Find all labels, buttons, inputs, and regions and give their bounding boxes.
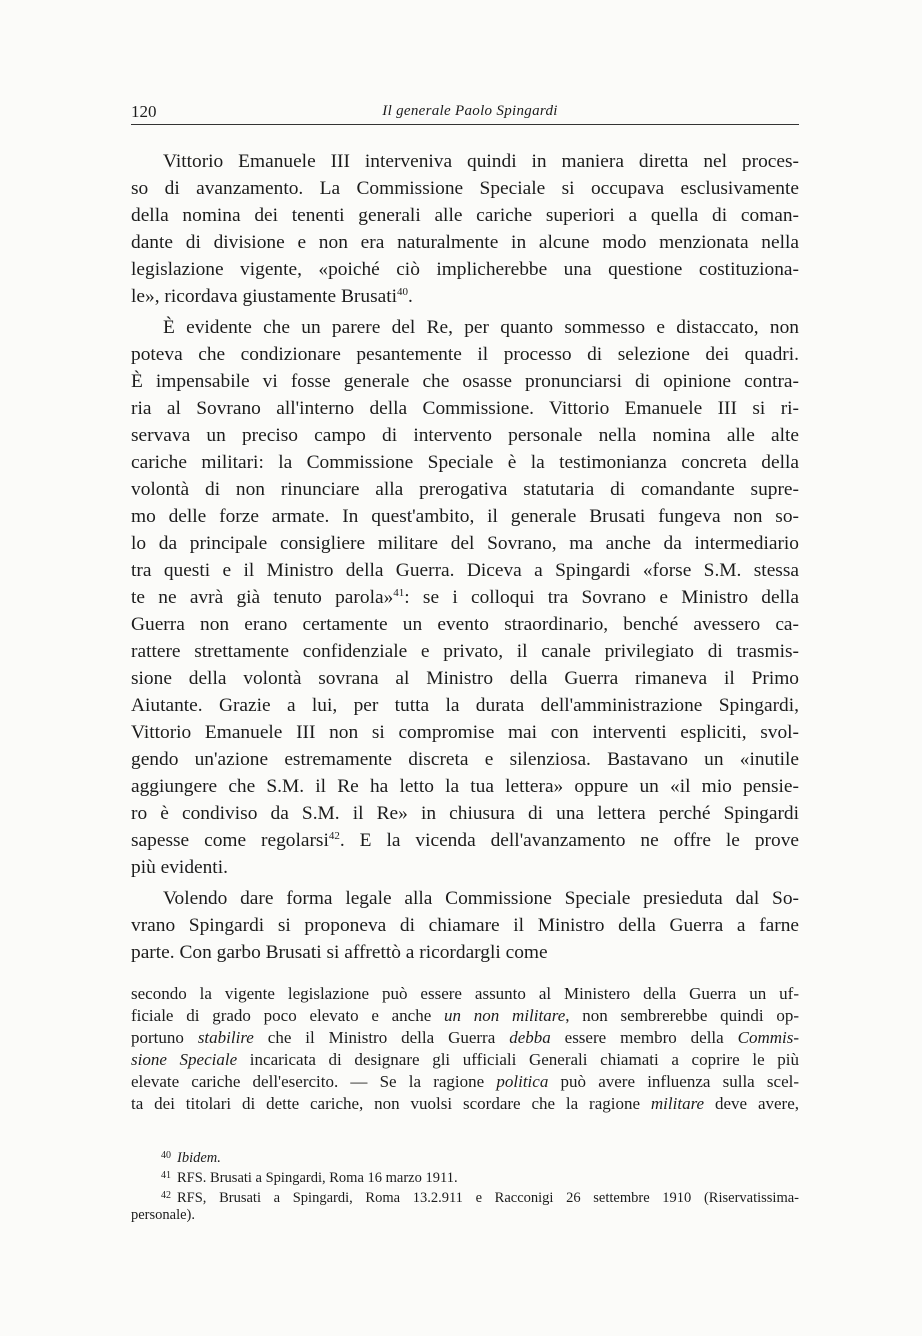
footnote-40 — [131, 1146, 799, 1165]
italic-span: politica — [496, 1072, 549, 1091]
italic-span: un non militare — [444, 1006, 566, 1025]
text-line: Guerra non erano certamente un evento straordinario, benché avessero ca- — [131, 614, 799, 635]
text-span: essere membro della — [550, 1028, 738, 1047]
text-span: sapesse come regolarsi — [131, 830, 329, 851]
page-number: 120 — [131, 102, 157, 121]
text-line: cariche militari: la Commissione Speciale è la testimonianza concreta della — [131, 452, 799, 473]
text-line: volontà di non rinunciare alla prerogativa statutaria di comandante supre- — [131, 479, 799, 500]
text-span: . E la vicenda dell'avanzamento ne offre le prove — [339, 830, 799, 851]
text-span: portuno — [131, 1028, 198, 1047]
text-line: dante di divisione e non era naturalmente in alcune modo menzionata nella — [131, 232, 799, 253]
text-line — [131, 828, 799, 854]
text-line: parte. Con garbo Brusati si affrettò a ricordargli come — [131, 942, 548, 963]
text-line: È impensabile vi fosse generale che osasse pronunciarsi di opinione contra- — [131, 371, 799, 392]
footnote-text: Ibidem. — [177, 1150, 221, 1166]
italic-span: debba — [509, 1028, 551, 1047]
quote-line — [131, 1093, 799, 1114]
footnote-42-continuation: personale). — [131, 1207, 196, 1223]
quote-line — [131, 1027, 799, 1048]
text-span: te ne avrà già tenuto parola» — [131, 587, 394, 608]
footnote-ref-41: 41 — [393, 587, 405, 599]
italic-span: Commis- — [737, 1028, 800, 1047]
text-line: lo da principale consigliere militare del Sovrano, ma anche da intermediario — [131, 533, 799, 554]
running-title: Il generale Paolo Spingardi — [382, 103, 558, 119]
text-line: mo delle forze armate. In quest'ambito, il generale Brusati fungeva non so- — [131, 506, 799, 527]
text-span: può avere influenza sulla scel- — [548, 1072, 799, 1091]
text-line — [131, 585, 799, 611]
text-line: più evidenti. — [131, 857, 228, 878]
text-line: sione della volontà sovrana al Ministro della Guerra rimaneva il Primo — [131, 668, 799, 689]
quote-line — [131, 1071, 799, 1092]
text-span: : se i colloqui tra Sovrano e Ministro della — [404, 587, 799, 608]
quote-line — [131, 1005, 799, 1026]
text-span: ta dei titolari di dette cariche, non vuolsi scordare che la ragione — [131, 1094, 651, 1113]
text-line: servava un preciso campo di intervento personale nella nomina alle alte — [131, 425, 799, 446]
text-line: rattere strettamente confidenziale e privato, il canale privilegiato di trasmis- — [131, 641, 799, 662]
text-line: Aiutante. Grazie a lui, per tutta la durata dell'amministrazione Spingardi, — [131, 695, 799, 716]
footnote-ref-40: 40 — [397, 286, 408, 298]
text-line: ria al Sovrano all'interno della Commissione. Vittorio Emanuele III si ri- — [131, 398, 799, 419]
footnote-41 — [131, 1166, 799, 1185]
text-line: vrano Spingardi si proponeva di chiamare il Ministro della Guerra a farne — [131, 915, 799, 936]
text-line: poteva che condizionare pesantemente il processo di selezione dei quadri. — [131, 344, 799, 365]
text-line: Vittorio Emanuele III non si compromise mai con interventi espliciti, svol- — [131, 722, 799, 743]
text-line: Vittorio Emanuele III interveniva quindi in maniera diretta nel proces- — [163, 151, 799, 172]
footnote-ref-42: 42 — [328, 830, 340, 842]
text-line: Volendo dare forma legale alla Commissione Speciale presieduta dal So- — [163, 888, 799, 909]
italic-span: militare — [650, 1094, 705, 1113]
text-line — [131, 284, 799, 310]
italic-span: sione Speciale — [131, 1050, 238, 1069]
text-span: che il Ministro della Guerra — [253, 1028, 510, 1047]
quote-line: secondo la vigente legislazione può essere assunto al Ministero della Guerra un uf- — [131, 984, 799, 1003]
footnote-number: 42 — [161, 1190, 171, 1201]
footnote-text: RFS, Brusati a Spingardi, Roma 13.2.911 e Racconigi 26 settembre 1910 (Riservatissima- — [177, 1190, 799, 1206]
page-header — [131, 100, 799, 125]
text-span: ficiale di grado poco elevato e anche — [131, 1006, 445, 1025]
footnote-text: RFS. Brusati a Spingardi, Roma 16 marzo 1911. — [177, 1170, 458, 1186]
footnote-42 — [131, 1186, 799, 1205]
text-span: le», ricordava giustamente Brusati — [131, 286, 397, 307]
text-line: È evidente che un parere del Re, per quanto sommesso e distaccato, non — [163, 317, 799, 338]
text-line: gendo un'azione estremamente discreta e silenziosa. Bastavano un «inutile — [131, 749, 799, 770]
footnote-number: 40 — [161, 1150, 171, 1161]
text-line: ro è condiviso da S.M. il Re» in chiusura di una lettera perché Spingardi — [131, 803, 799, 824]
quote-line — [131, 1049, 799, 1070]
text-span: deve avere, — [704, 1094, 799, 1113]
footnote-number: 41 — [161, 1170, 171, 1181]
text-span: incaricata di designare gli ufficiali Generali chiamati a coprire le più — [237, 1050, 800, 1069]
text-span: elevate cariche dell'esercito. — Se la ragione — [131, 1072, 497, 1091]
text-line: legislazione vigente, «poiché ciò implicherebbe una questione costituziona- — [131, 259, 799, 280]
italic-span: stabilire — [197, 1028, 254, 1047]
text-line: so di avanzamento. La Commissione Speciale si occupava esclusivamente — [131, 178, 799, 199]
text-line: della nomina dei tenenti generali alle cariche superiori a quella di coman- — [131, 205, 799, 226]
text-span: . — [408, 286, 413, 307]
text-line: tra questi e il Ministro della Guerra. Diceva a Spingardi «forse S.M. stessa — [131, 560, 799, 581]
text-line: aggiungere che S.M. il Re ha letto la tua lettera» oppure un «il mio pensie- — [131, 776, 799, 797]
text-span: , non sembrerebbe quindi op- — [565, 1006, 800, 1025]
